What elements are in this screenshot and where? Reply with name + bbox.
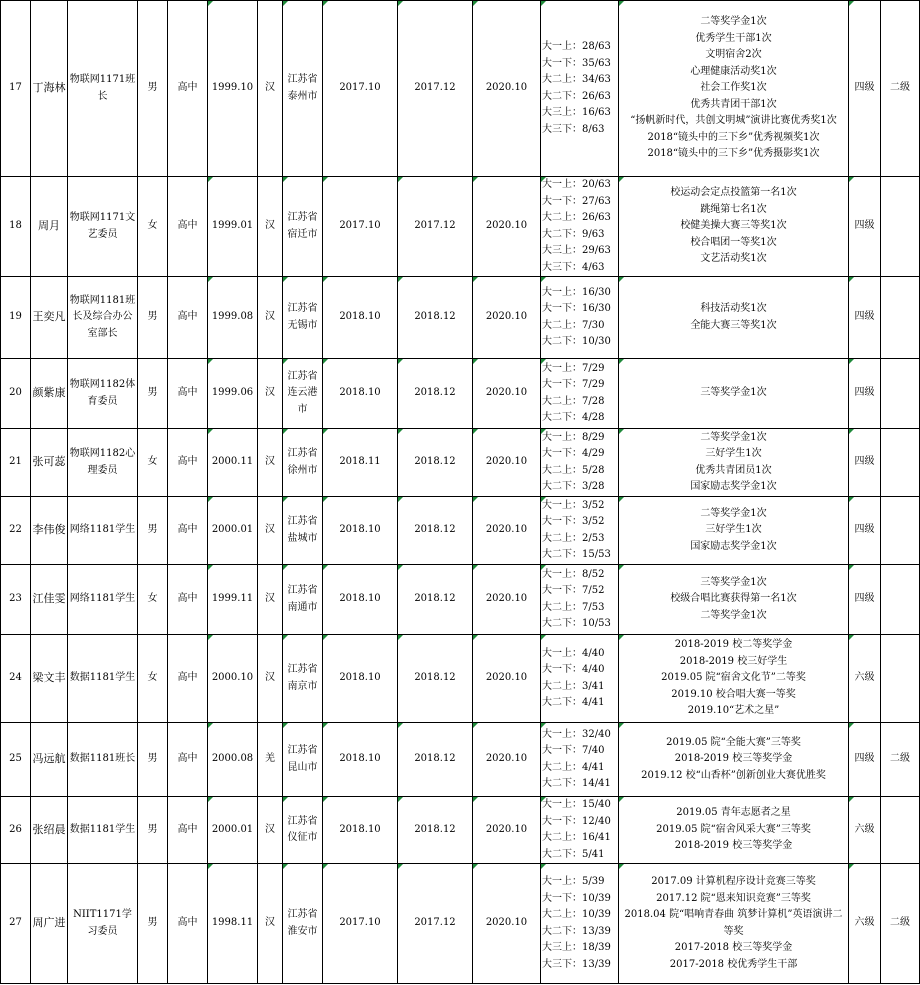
cell-date-2: 2018.12 [398,723,473,797]
cell-number: 20 [1,359,31,429]
semester-rank: 大一下：12/40 [542,815,611,827]
cell-origin: 江苏省南通市 [283,565,323,635]
cell-education: 高中 [168,429,208,497]
semester-rank: 大一上：5/39 [542,876,605,887]
cell-date-1: 2018.10 [323,797,398,864]
award-item: 2017-2018 校优秀学生干部 [669,958,798,970]
cell-number: 26 [1,797,31,864]
cell-gender: 女 [138,429,168,497]
cell-gender: 女 [138,635,168,723]
cell-semester-ranks [541,359,619,429]
cell-education: 高中 [168,635,208,723]
cell-ethnicity: 汉 [258,177,283,277]
award-item: 文明宿舍2次 [705,49,762,61]
cell-education: 高中 [168,1,208,177]
semester-rank: 大二上：34/63 [542,74,611,85]
cell-ethnicity: 汉 [258,1,283,177]
semester-rank: 大一上：20/63 [542,179,611,190]
cell-name: 张绍晨 [31,797,68,864]
cell-english-level: 四级 [849,177,881,277]
semester-rank: 大一下：35/63 [542,57,611,69]
cell-computer-level: 二级 [881,723,920,797]
semester-rank: 大一下：7/40 [542,745,605,756]
cell-awards [619,565,849,635]
semester-rank: 大一下：3/52 [542,516,605,527]
award-item: 跳绳第七名1次 [700,203,767,215]
cell-semester-ranks [541,429,619,497]
cell-awards [619,497,849,565]
semester-rank: 大三下：4/63 [542,261,605,273]
semester-rank: 大一下：10/39 [542,892,611,904]
cell-computer-level [881,497,920,565]
award-item: 2018-2019 校三好学生 [679,655,788,667]
table-row [1,635,920,723]
cell-english-level: 六级 [849,635,881,723]
cell-number: 27 [1,864,31,984]
cell-date-2: 2017.12 [398,864,473,984]
cell-awards [619,723,849,797]
award-item: 2018“镜头中的三下乡”优秀视频奖1次 [647,131,820,143]
semester-rank: 大一下：4/40 [542,664,605,675]
cell-computer-level [881,277,920,359]
award-item: 2018.04 院“唱响青春曲 筑梦计算机”英语演讲二等奖 [624,909,843,937]
cell-ethnicity: 汉 [258,864,283,984]
semester-rank: 大一上：4/40 [542,647,605,659]
semester-rank: 大一上：32/40 [542,728,611,740]
cell-name: 梁文丰 [31,635,68,723]
cell-number: 24 [1,635,31,723]
cell-origin: 江苏省昆山市 [283,723,323,797]
table-body [1,1,920,984]
semester-rank: 大一上：7/29 [542,362,605,374]
semester-rank: 大一上：3/52 [542,499,605,511]
semester-rank: 大一下：7/29 [542,379,605,390]
cell-number: 21 [1,429,31,497]
semester-rank: 大二上：7/53 [542,601,605,613]
award-item: 2017.12 院“恩来知识竞赛”三等奖 [656,892,811,904]
table-row [1,1,920,177]
semester-rank: 大二下：3/28 [542,481,605,492]
cell-position: 物联网1182心理委员 [68,429,138,497]
semester-rank: 大一下：16/30 [542,303,611,314]
award-item: 2018“镜头中的三下乡”优秀摄影奖1次 [647,148,820,160]
cell-computer-level: 二级 [881,864,920,984]
semester-rank: 大一下：7/52 [542,585,605,596]
cell-english-level: 四级 [849,497,881,565]
cell-date-3: 2020.10 [473,177,541,277]
semester-rank: 大三上：16/63 [542,107,611,118]
table-row [1,723,920,797]
cell-name: 江佳雯 [31,565,68,635]
award-item: 国家励志奖学金1次 [690,540,777,552]
cell-date-2: 2018.12 [398,497,473,565]
cell-position: 物联网1181班长及综合办公室部长 [68,277,138,359]
cell-date-1: 2018.10 [323,497,398,565]
cell-date-2: 2018.12 [398,429,473,497]
semester-rank: 大二上：7/28 [542,395,605,407]
cell-date-3: 2020.10 [473,797,541,864]
award-item: 三等奖学金1次 [700,576,767,588]
semester-rank: 大二上：10/39 [542,909,611,920]
cell-computer-level: 二级 [881,1,920,177]
semester-rank: 大二下：4/41 [542,697,605,708]
cell-awards [619,429,849,497]
award-item: 2019.12 校“山香杯”创新创业大赛优胜奖 [641,769,826,781]
cell-number: 22 [1,497,31,565]
award-item: 二等奖学金1次 [700,507,767,519]
cell-origin: 江苏省盐城市 [283,497,323,565]
table-row [1,797,920,864]
award-item: “扬帆新时代，共创文明城”演讲比赛优秀奖1次 [630,115,837,127]
award-item: 2019.10 校合唱大赛一等奖 [671,688,796,700]
cell-awards [619,1,849,177]
cell-date-3: 2020.10 [473,723,541,797]
cell-origin: 江苏省淮安市 [283,864,323,984]
cell-date-3: 2020.10 [473,635,541,723]
cell-date-1: 2018.10 [323,359,398,429]
award-item: 优秀共青团员1次 [695,464,772,476]
cell-date-2: 2018.12 [398,277,473,359]
cell-name: 周月 [31,177,68,277]
cell-semester-ranks [541,497,619,565]
cell-ethnicity: 汉 [258,497,283,565]
semester-rank: 大二上：16/41 [542,832,611,843]
award-item: 2018-2019 校三等奖学金 [674,753,793,765]
cell-english-level: 四级 [849,359,881,429]
cell-position: 物联网1182体育委员 [68,359,138,429]
cell-date-1: 2017.10 [323,177,398,277]
cell-education: 高中 [168,565,208,635]
table-row [1,177,920,277]
semester-rank: 大二下：26/63 [542,90,611,102]
semester-rank: 大二下：4/28 [542,412,605,423]
semester-rank: 大二下：10/53 [542,618,611,629]
semester-rank: 大一下：27/63 [542,195,611,207]
table-row [1,429,920,497]
cell-semester-ranks [541,177,619,277]
cell-name: 周广进 [31,864,68,984]
award-item: 优秀共青团干部1次 [690,98,777,110]
award-item: 三等奖学金1次 [700,387,767,399]
cell-computer-level [881,359,920,429]
award-item: 2017.09 计算机程序设计竞赛三等奖 [651,876,816,887]
cell-position: NIIT1171学习委员 [68,864,138,984]
award-item: 校合唱团一等奖1次 [690,236,777,248]
cell-name: 冯远航 [31,723,68,797]
cell-number: 17 [1,1,31,177]
cell-date-1: 2018.10 [323,277,398,359]
semester-rank: 大二上：26/63 [542,212,611,223]
cell-education: 高中 [168,177,208,277]
cell-english-level: 四级 [849,429,881,497]
cell-semester-ranks [541,1,619,177]
semester-rank: 大二下：9/63 [542,228,605,240]
cell-date-1: 2018.10 [323,635,398,723]
cell-english-level: 四级 [849,723,881,797]
cell-computer-level [881,635,920,723]
cell-english-level: 四级 [849,1,881,177]
cell-date-1: 2018.10 [323,723,398,797]
cell-ethnicity: 汉 [258,359,283,429]
cell-name: 李伟俊 [31,497,68,565]
cell-birth-date: 1999.08 [208,277,258,359]
semester-rank: 大二下：5/41 [542,848,605,860]
cell-birth-date: 1999.11 [208,565,258,635]
cell-gender: 男 [138,497,168,565]
cell-origin: 江苏省泰州市 [283,1,323,177]
cell-position: 物联网1171文艺委员 [68,177,138,277]
award-item: 2019.10“艺术之星” [687,705,780,717]
cell-english-level: 四级 [849,277,881,359]
semester-rank: 大三上：18/39 [542,942,611,953]
cell-english-level: 四级 [849,565,881,635]
cell-date-3: 2020.10 [473,1,541,177]
cell-number: 18 [1,177,31,277]
award-item: 2018-2019 校三等奖学金 [674,840,793,852]
cell-computer-level [881,565,920,635]
semester-rank: 大二下：14/41 [542,778,611,789]
cell-position: 物联网1171班长 [68,1,138,177]
cell-gender: 男 [138,797,168,864]
cell-semester-ranks [541,277,619,359]
cell-birth-date: 1998.11 [208,864,258,984]
cell-gender: 女 [138,565,168,635]
award-item: 二等奖学金1次 [700,431,767,443]
cell-date-2: 2018.12 [398,797,473,864]
cell-english-level: 六级 [849,797,881,864]
cell-date-1: 2017.10 [323,1,398,177]
cell-origin: 江苏省南京市 [283,635,323,723]
cell-name: 颜紫康 [31,359,68,429]
cell-gender: 男 [138,277,168,359]
cell-birth-date: 2000.01 [208,497,258,565]
cell-semester-ranks [541,723,619,797]
cell-ethnicity: 汉 [258,797,283,864]
cell-name: 王奕凡 [31,277,68,359]
award-item: 2019.05 院“宿舍文化节”二等奖 [661,672,806,684]
semester-rank: 大二上：5/28 [542,464,605,476]
cell-birth-date: 1999.06 [208,359,258,429]
cell-education: 高中 [168,497,208,565]
cell-date-3: 2020.10 [473,565,541,635]
cell-computer-level [881,177,920,277]
cell-position: 数据1181班长 [68,723,138,797]
cell-birth-date: 2000.01 [208,797,258,864]
semester-rank: 大一上：16/30 [542,286,611,298]
award-item: 二等奖学金1次 [700,16,767,28]
award-item: 文艺活动奖1次 [700,253,767,265]
cell-name: 丁海林 [31,1,68,177]
award-item: 心理健康活动奖1次 [690,65,777,77]
table-row [1,864,920,984]
award-item: 校健美操大赛三等奖1次 [680,220,787,232]
cell-origin: 江苏省无锡市 [283,277,323,359]
cell-semester-ranks [541,565,619,635]
cell-gender: 女 [138,177,168,277]
cell-education: 高中 [168,864,208,984]
cell-gender: 男 [138,723,168,797]
cell-education: 高中 [168,723,208,797]
cell-date-3: 2020.10 [473,277,541,359]
cell-date-1: 2018.10 [323,565,398,635]
cell-computer-level [881,429,920,497]
award-item: 2019.05 青年志愿者之星 [676,807,791,819]
cell-origin: 江苏省宿迁市 [283,177,323,277]
cell-birth-date: 1999.10 [208,1,258,177]
semester-rank: 大一上：28/63 [542,41,611,52]
award-item: 校运动会定点投篮第一名1次 [670,187,797,199]
cell-awards [619,635,849,723]
cell-date-1: 2017.10 [323,864,398,984]
cell-number: 25 [1,723,31,797]
cell-origin: 江苏省徐州市 [283,429,323,497]
award-item: 三好学生1次 [705,524,762,536]
semester-rank: 大二下：10/30 [542,336,611,347]
award-item: 科技活动奖1次 [700,303,767,314]
semester-rank: 大一上：15/40 [542,799,611,810]
cell-position: 网络1181学生 [68,565,138,635]
cell-number: 19 [1,277,31,359]
semester-rank: 大一下：4/29 [542,448,605,459]
cell-computer-level [881,797,920,864]
semester-rank: 大一上：8/52 [542,568,605,580]
cell-education: 高中 [168,359,208,429]
cell-gender: 男 [138,1,168,177]
table-row [1,497,920,565]
cell-date-2: 2017.12 [398,1,473,177]
award-item: 校级合唱比赛获得第一名1次 [670,593,797,605]
cell-education: 高中 [168,277,208,359]
award-item: 2019.05 院“全能大赛”三等奖 [666,736,801,748]
cell-awards [619,177,849,277]
cell-origin: 江苏省仪征市 [283,797,323,864]
cell-birth-date: 2000.10 [208,635,258,723]
cell-english-level: 六级 [849,864,881,984]
semester-rank: 大二下：13/39 [542,925,611,937]
cell-semester-ranks [541,864,619,984]
award-item: 二等奖学金1次 [700,609,767,621]
table-row [1,565,920,635]
cell-date-1: 2018.11 [323,429,398,497]
cell-awards [619,277,849,359]
award-item: 三好学生1次 [705,448,762,459]
semester-rank: 大二上：4/41 [542,761,605,773]
semester-rank: 大三下：13/39 [542,958,611,970]
cell-gender: 男 [138,864,168,984]
cell-semester-ranks [541,797,619,864]
award-item: 社会工作奖1次 [700,82,767,94]
cell-position: 网络1181学生 [68,497,138,565]
semester-rank: 大一上：8/29 [542,431,605,443]
semester-rank: 大三下：8/63 [542,123,605,135]
semester-rank: 大二下：15/53 [542,549,611,560]
cell-number: 23 [1,565,31,635]
cell-awards [619,797,849,864]
cell-ethnicity: 汉 [258,277,283,359]
award-item: 优秀学生干部1次 [695,32,772,44]
cell-date-2: 2017.12 [398,177,473,277]
cell-ethnicity: 羌 [258,723,283,797]
cell-birth-date: 2000.08 [208,723,258,797]
cell-gender: 男 [138,359,168,429]
cell-position: 数据1181学生 [68,635,138,723]
cell-birth-date: 2000.11 [208,429,258,497]
cell-date-2: 2018.12 [398,565,473,635]
table-row [1,359,920,429]
semester-rank: 大二上：2/53 [542,532,605,544]
cell-date-3: 2020.10 [473,429,541,497]
cell-position: 数据1181学生 [68,797,138,864]
cell-date-2: 2018.12 [398,635,473,723]
cell-date-2: 2018.12 [398,359,473,429]
cell-date-3: 2020.10 [473,864,541,984]
semester-rank: 大三上：29/63 [542,245,611,256]
semester-rank: 大二上：7/30 [542,319,605,331]
table-row [1,277,920,359]
cell-ethnicity: 汉 [258,635,283,723]
cell-origin: 江苏省连云港市 [283,359,323,429]
cell-awards [619,359,849,429]
cell-date-3: 2020.10 [473,359,541,429]
award-item: 2018-2019 校二等奖学金 [674,639,793,651]
award-item: 2019.05 院“宿舍风采大赛”三等奖 [656,823,811,835]
cell-ethnicity: 汉 [258,429,283,497]
award-item: 国家励志奖学金1次 [690,481,777,492]
award-item: 2017-2018 校三等奖学金 [674,942,793,953]
cell-awards [619,864,849,984]
award-item: 全能大赛三等奖1次 [690,319,777,331]
cell-education: 高中 [168,797,208,864]
cell-semester-ranks [541,635,619,723]
cell-date-3: 2020.10 [473,497,541,565]
cell-ethnicity: 汉 [258,565,283,635]
cell-birth-date: 1999.01 [208,177,258,277]
cell-name: 张可蕊 [31,429,68,497]
semester-rank: 大二上：3/41 [542,680,605,692]
